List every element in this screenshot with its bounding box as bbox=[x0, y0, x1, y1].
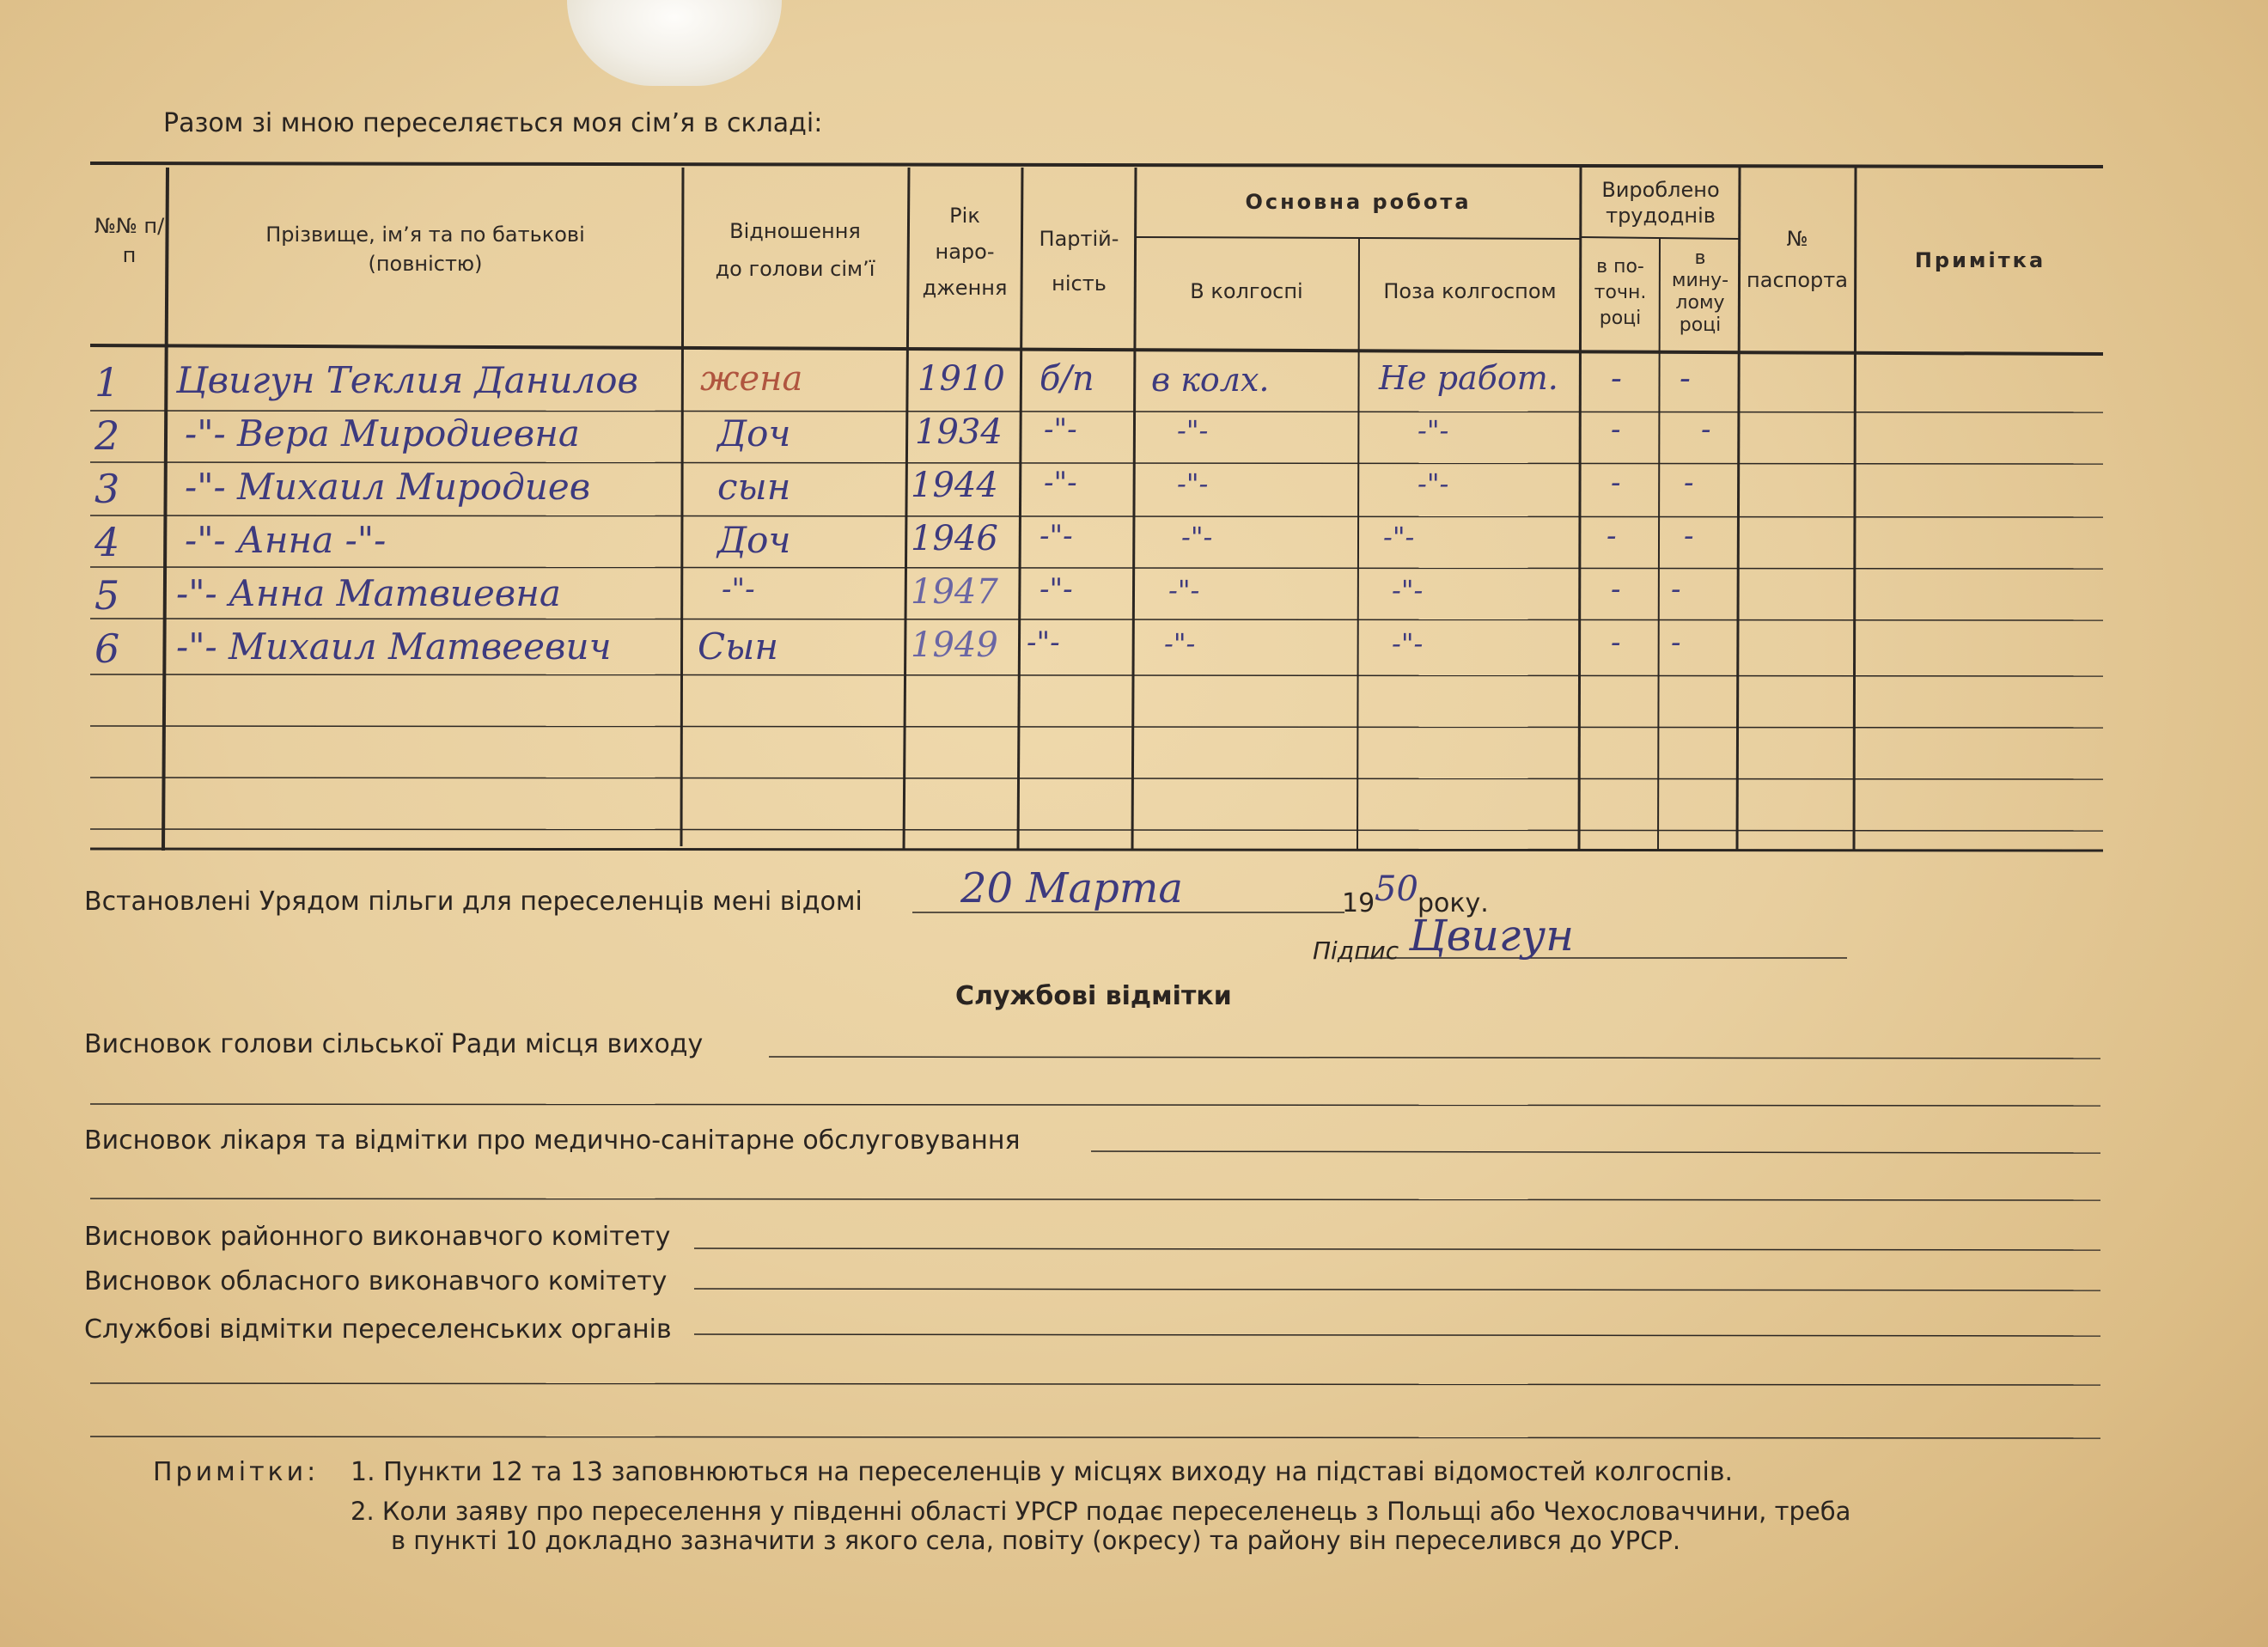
header-name-line2: (повністю) bbox=[368, 252, 483, 276]
row-name: -"- Анна -"- bbox=[185, 519, 387, 561]
service-title: Службові відмітки bbox=[955, 981, 1232, 1011]
days-last-l4: році bbox=[1679, 314, 1722, 336]
row-number: 4 bbox=[94, 519, 120, 565]
row-days-current: - bbox=[1611, 412, 1621, 447]
row-days-last: - bbox=[1684, 466, 1694, 500]
row-days-last: - bbox=[1680, 359, 1691, 397]
row-year: 1949 bbox=[911, 625, 998, 665]
row-name: -"- Михаил Матвеевич bbox=[176, 625, 612, 668]
note-2-line-2: в пункті 10 докладно зазначити з якого села, повіту (окресу) та району він переселився до УРСР. bbox=[391, 1526, 1681, 1555]
row-kolhosp: -"- bbox=[1168, 574, 1200, 607]
row-kolhosp: в колх. bbox=[1151, 361, 1270, 399]
row-days-last: - bbox=[1701, 412, 1711, 447]
header-days-current bbox=[1582, 254, 1658, 332]
row-year: 1947 bbox=[911, 572, 998, 612]
header-name-line1: Прізвище, ім’я та по батькові bbox=[265, 223, 585, 247]
row-relation: Доч bbox=[717, 519, 791, 561]
row-kolhosp: -"- bbox=[1164, 627, 1196, 660]
header-party-line1: Партій- bbox=[1039, 227, 1119, 251]
year-suffix: року. bbox=[1418, 888, 1489, 918]
row-name: Цвигун Теклия Данилов bbox=[176, 359, 639, 401]
row-year: 1944 bbox=[911, 466, 998, 505]
date-handwritten: 20 Марта bbox=[960, 864, 1183, 912]
year-handwritten: 50 bbox=[1375, 869, 1418, 909]
row-outside: -"- bbox=[1392, 627, 1424, 660]
row-days-current: - bbox=[1611, 572, 1621, 607]
days-current-l3: році bbox=[1599, 308, 1642, 329]
intro-text: Разом зі мною переселяється моя сім’я в складі: bbox=[163, 108, 823, 138]
header-days-last bbox=[1661, 247, 1739, 337]
row-days-current: - bbox=[1606, 519, 1617, 553]
header-relation-line2: до голови сім’ї bbox=[715, 257, 875, 281]
row-outside: -"- bbox=[1392, 574, 1424, 607]
row-days-current: - bbox=[1611, 359, 1622, 397]
row-number: 2 bbox=[94, 412, 120, 459]
row-number: 3 bbox=[94, 466, 120, 512]
note-1: 1. Пункти 12 та 13 заповнюються на переселенців у місцях виходу на підставі відомостей колгоспів. bbox=[351, 1457, 1734, 1487]
days-last-l3: лому bbox=[1675, 292, 1725, 314]
row-outside: -"- bbox=[1418, 467, 1449, 500]
signature-label: Підпис bbox=[1313, 936, 1399, 965]
header-relation-line1: Відношення bbox=[729, 219, 861, 243]
row-party: б/п bbox=[1040, 359, 1094, 399]
row-number: 1 bbox=[94, 359, 120, 406]
header-note: Примітка bbox=[1914, 248, 2046, 272]
days-last-l1: в bbox=[1694, 247, 1706, 269]
year-prefix: 19 bbox=[1342, 888, 1375, 918]
header-birth bbox=[911, 198, 1019, 306]
note-2-line-1: 2. Коли заяву про переселення у південні області УРСР подає переселенець з Польщі або Чехословаччини, треба bbox=[351, 1497, 1851, 1526]
row-year: 1934 bbox=[915, 412, 1003, 452]
row-party: -"- bbox=[1044, 412, 1077, 447]
header-party-line2: ність bbox=[1052, 271, 1107, 296]
row-relation: жена bbox=[700, 359, 803, 399]
header-birth-line3: дження bbox=[922, 276, 1008, 300]
header-name bbox=[172, 220, 679, 278]
benefits-text: Встановлені Урядом пільги для переселенців мені відомі bbox=[84, 887, 863, 917]
header-passport-line2: паспорта bbox=[1747, 268, 1848, 292]
header-passport-line1: № bbox=[1786, 227, 1808, 251]
days-current-l1: в по- bbox=[1596, 256, 1644, 278]
row-days-last: - bbox=[1671, 572, 1681, 607]
header-relation bbox=[686, 217, 905, 284]
header-num-label: №№ п/п bbox=[94, 214, 165, 267]
row-number: 6 bbox=[94, 625, 120, 672]
header-work: Основна робота bbox=[1245, 190, 1472, 214]
row-days-last: - bbox=[1684, 519, 1694, 553]
row-name: -"- Михаил Миродиев bbox=[185, 466, 591, 508]
header-days-line1: Вироблено bbox=[1601, 178, 1720, 202]
row-relation: сын bbox=[717, 466, 791, 508]
row-kolhosp: -"- bbox=[1177, 414, 1209, 447]
header-birth-line1: Рік bbox=[949, 204, 980, 228]
row-year: 1946 bbox=[911, 519, 998, 558]
conclusion-resettlement: Службові відмітки переселенських органів bbox=[84, 1315, 672, 1345]
header-work-kolhosp: В колгоспі bbox=[1190, 279, 1303, 303]
header-birth-line2: наро- bbox=[935, 240, 995, 264]
conclusion-village-council: Висновок голови сільської Ради місця виходу bbox=[84, 1029, 704, 1059]
row-days-last: - bbox=[1671, 625, 1681, 660]
header-days bbox=[1582, 177, 1739, 229]
conclusion-doctor: Висновок лікаря та відмітки про медично-санітарне обслуговування bbox=[84, 1125, 1021, 1156]
header-party bbox=[1024, 217, 1134, 306]
row-outside: -"- bbox=[1418, 414, 1449, 447]
row-number: 5 bbox=[94, 572, 120, 619]
header-num bbox=[93, 211, 166, 270]
row-relation: Доч bbox=[717, 412, 791, 454]
row-kolhosp: -"- bbox=[1177, 467, 1209, 500]
row-kolhosp: -"- bbox=[1181, 521, 1213, 553]
row-outside: Не работ. bbox=[1379, 359, 1558, 397]
row-days-current: - bbox=[1611, 466, 1621, 500]
row-name: -"- Анна Матвиевна bbox=[176, 572, 561, 614]
header-passport bbox=[1741, 218, 1853, 301]
row-days-current: - bbox=[1611, 625, 1621, 660]
conclusion-region: Висновок обласного виконавчого комітету bbox=[84, 1266, 668, 1296]
conclusion-district: Висновок районного виконавчого комітету bbox=[84, 1222, 671, 1252]
row-name: -"- Вера Миродиевна bbox=[185, 412, 580, 454]
row-outside: -"- bbox=[1383, 521, 1415, 553]
row-party: -"- bbox=[1027, 625, 1060, 660]
row-party: -"- bbox=[1044, 466, 1077, 500]
row-relation: -"- bbox=[722, 572, 755, 607]
header-days-line2: трудоднів bbox=[1606, 204, 1716, 228]
days-current-l2: точн. bbox=[1594, 282, 1647, 303]
notes-label: Примітки: bbox=[153, 1457, 320, 1487]
row-party: -"- bbox=[1040, 519, 1073, 553]
row-relation: Сын bbox=[698, 625, 779, 668]
row-year: 1910 bbox=[918, 359, 1005, 399]
signature-handwritten: Цвигун bbox=[1409, 911, 1575, 961]
header-work-outside: Поза колгоспом bbox=[1383, 279, 1557, 303]
row-party: -"- bbox=[1040, 572, 1073, 607]
days-last-l2: мину- bbox=[1671, 270, 1729, 291]
